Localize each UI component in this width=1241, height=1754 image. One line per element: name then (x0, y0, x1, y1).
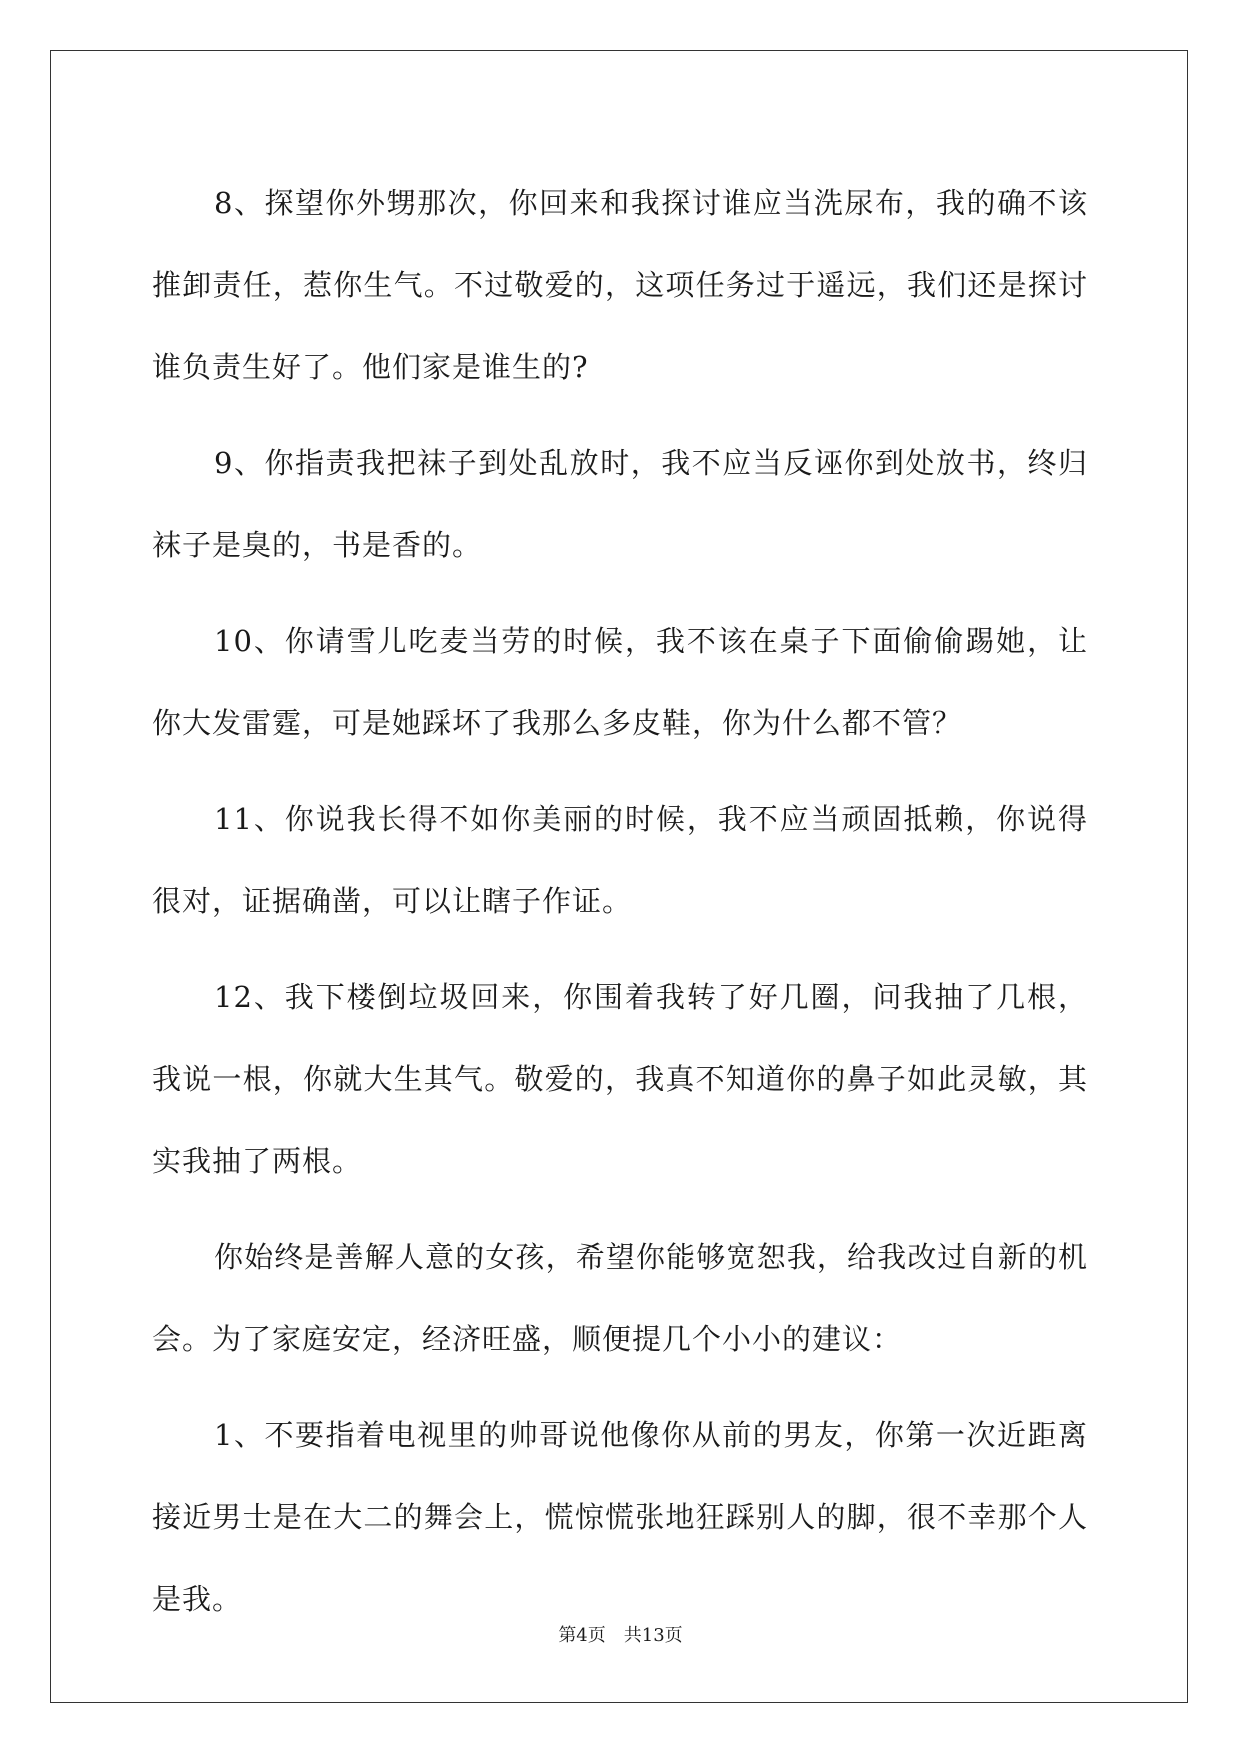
paragraph-suggestion-1: 1、不要指着电视里的帅哥说他像你从前的男友，你第一次近距离接近男士是在大二的舞会上，慌惊慌张地狂踩别人的脚，很不幸那个人是我。 (152, 1418, 1088, 1616)
paragraph-8: 8、探望你外甥那次，你回来和我探讨谁应当洗尿布，我的确不该推卸责任，惹你生气。不过敬爱的，这项任务过于遥远，我们还是探讨谁负责生好了。他们家是谁生的? (152, 186, 1088, 384)
paragraph-12: 12、我下楼倒垃圾回来，你围着我转了好几圈，问我抽了几根，我说一根，你就大生其气。敬爱的，我真不知道你的鼻子如此灵敏，其实我抽了两根。 (152, 980, 1088, 1178)
page-number: 第4页 (558, 1625, 606, 1646)
document-body (152, 162, 1088, 1654)
paragraph-11: 11、你说我长得不如你美丽的时候，我不应当顽固抵赖，你说得很对，证据确凿，可以让瞎子作证。 (152, 802, 1088, 918)
page-footer (0, 1621, 1241, 1647)
paragraph-9: 9、你指责我把袜子到处乱放时，我不应当反诬你到处放书，终归袜子是臭的，书是香的。 (152, 446, 1088, 562)
page-total: 共13页 (623, 1625, 683, 1646)
paragraph-10: 10、你请雪儿吃麦当劳的时候，我不该在桌子下面偷偷踢她，让你大发雷霆，可是她踩坏了我那么多皮鞋，你为什么都不管？ (152, 624, 1088, 740)
paragraph-forgive: 你始终是善解人意的女孩，希望你能够宽恕我，给我改过自新的机会。为了家庭安定，经济旺盛，顺便提几个小小的建议： (152, 1240, 1088, 1356)
